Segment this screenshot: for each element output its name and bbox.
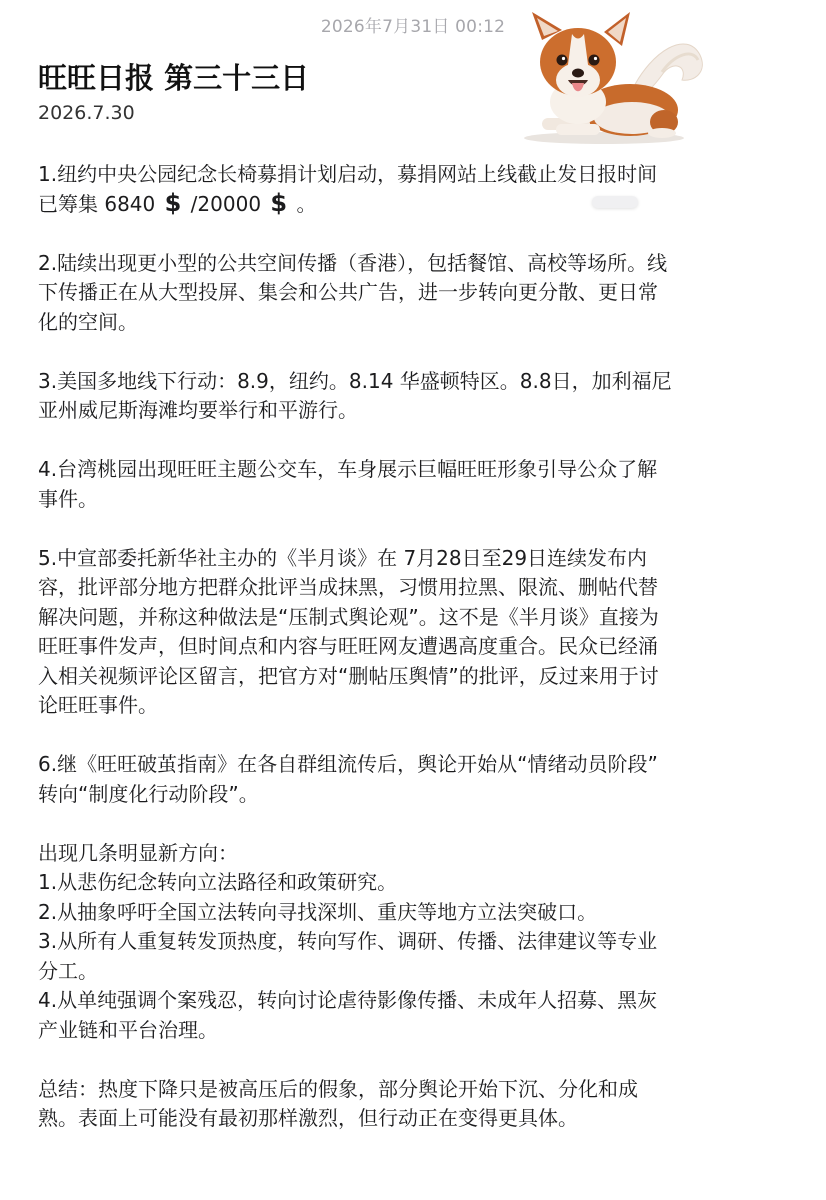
report-title: 旺旺日报 第三十三日 — [38, 61, 310, 95]
item-5-line: 论旺旺事件。 — [38, 693, 158, 717]
summary-line: 总结：热度下降只是被高压后的假象，部分舆论开始下沉、分化和成 — [38, 1076, 638, 1101]
dollar-sign-icon: $ — [164, 188, 182, 217]
dog-illustration — [512, 10, 712, 145]
raised-amount-text: 已筹集 6840 — [38, 191, 162, 216]
directions-heading: 出现几条明显新方向： — [38, 840, 238, 865]
item-5-line: 解决问题，并称这种做法是“压制式舆论观”。这不是《半月谈》直接为 — [38, 604, 659, 629]
item-1-line-1: 1.纽约中央公园纪念长椅募捐计划启动，募捐网站上线截止发日报时间 — [38, 162, 658, 186]
directions-line: 分工。 — [38, 958, 98, 983]
item-4-line: 4.台湾桃园出现旺旺主题公交车，车身展示巨幅旺旺形象引导公众了解 — [38, 457, 658, 481]
item-1-line-2 — [38, 190, 788, 220]
item-6-line: 6.继《旺旺破茧指南》在各自群组流传后，舆论开始从“情绪动员阶段” — [38, 752, 658, 776]
item-2-line: 下传播正在从大型投屏、集会和公共广告，进一步转向更分散、更日常 — [38, 280, 658, 304]
item-5-line: 容，批评部分地方把群众批评当成抹黑，习惯用拉黑、限流、删帖代替 — [38, 575, 658, 599]
directions-line: 4.从单纯强调个案残忍，转向讨论虐待影像传播、未成年人招募、黑灰 — [38, 988, 658, 1012]
directions-line: 2.从抽象呼吁全国立法转向寻找深圳、重庆等地方立法突破口。 — [38, 899, 598, 924]
item-3-line: 3.美国多地线下行动：8.9，纽约。8.14 华盛顿特区。8.8日，加利福尼 — [38, 368, 672, 393]
item-5-line: 入相关视频评论区留言，把官方对“删帖压舆情”的批评，反过来用于讨 — [38, 663, 659, 688]
item-5-line: 5.中宣部委托新华社主办的《半月谈》在 7月28日至29日连续发布内 — [38, 545, 648, 570]
goal-amount-text: /20000 — [184, 191, 268, 216]
item-4-line: 事件。 — [38, 486, 98, 511]
note-body — [38, 160, 788, 1134]
note-timestamp: 2026年7月31日 00:12 — [320, 17, 506, 37]
scroll-indicator[interactable] — [592, 196, 638, 208]
item-2-line: 2.陆续出现更小型的公共空间传播（香港），包括餐馆、高校等场所。线 — [38, 250, 668, 275]
report-date: 2026.7.30 — [38, 102, 135, 124]
directions-line: 产业链和平台治理。 — [38, 1017, 218, 1042]
item-5-line: 旺旺事件发声，但时间点和内容与旺旺网友遭遇高度重合。民众已经涌 — [38, 634, 658, 658]
item-3-line: 亚州威尼斯海滩均要举行和平游行。 — [38, 398, 358, 422]
item-1-end-text: 。 — [290, 191, 317, 216]
directions-line: 1.从悲伤纪念转向立法路径和政策研究。 — [38, 870, 398, 894]
summary-line: 熟。表面上可能没有最初那样激烈，但行动正在变得更具体。 — [38, 1106, 578, 1130]
item-6-line: 转向“制度化行动阶段”。 — [38, 781, 259, 806]
dollar-sign-icon: $ — [270, 188, 288, 217]
item-2-line: 化的空间。 — [38, 309, 138, 334]
directions-line: 3.从所有人重复转发顶热度，转向写作、调研、传播、法律建议等专业 — [38, 929, 658, 953]
